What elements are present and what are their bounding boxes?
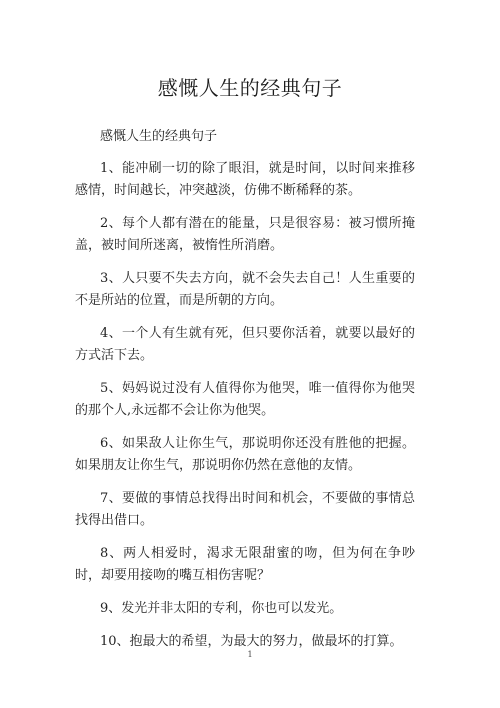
quote-item-4: 4、一个人有生就有死，但只要你活着，就要以最好的方式活下去。 <box>75 326 415 363</box>
quote-item-7: 7、要做的事情总找得出时间和机会，不要做的事情总找得出借口。 <box>75 491 415 528</box>
page-number: 1 <box>247 650 253 659</box>
document-title: 感慨人生的经典句子 <box>157 76 343 100</box>
quote-item-10: 10、抱最大的希望，为最大的努力，做最坏的打算。 <box>100 634 403 649</box>
quote-item-5: 5、妈妈说过没有人值得你为他哭，唯一值得你为他哭的那个人,永远都不会让你为他哭。 <box>75 381 415 418</box>
quote-item-8: 8、两人相爱时，渴求无限甜蜜的吻，但为何在争吵时，却要用接吻的嘴互相伤害呢？ <box>75 546 415 583</box>
quote-item-3: 3、人只要不失去方向，就不会失去自己！人生重要的不是所站的位置，而是所朝的方向。 <box>75 271 415 308</box>
quote-item-2: 2、每个人都有潜在的能量，只是很容易：被习惯所掩盖，被时间所迷离，被惰性所消磨。 <box>75 216 415 253</box>
document-body <box>75 126 415 664</box>
document-subtitle: 感慨人生的经典句子 <box>100 129 218 144</box>
quote-item-6: 6、如果敌人让你生气，那说明你还没有胜他的把握。如果朋友让你生气，那说明你仍然在意他的友情。 <box>75 436 415 473</box>
quote-item-9: 9、发光并非太阳的专利，你也可以发光。 <box>100 601 343 616</box>
quote-item-1: 1、能冲刷一切的除了眼泪，就是时间，以时间来推移感情，时间越长，冲突越淡，仿佛不断稀释的茶。 <box>75 161 415 198</box>
